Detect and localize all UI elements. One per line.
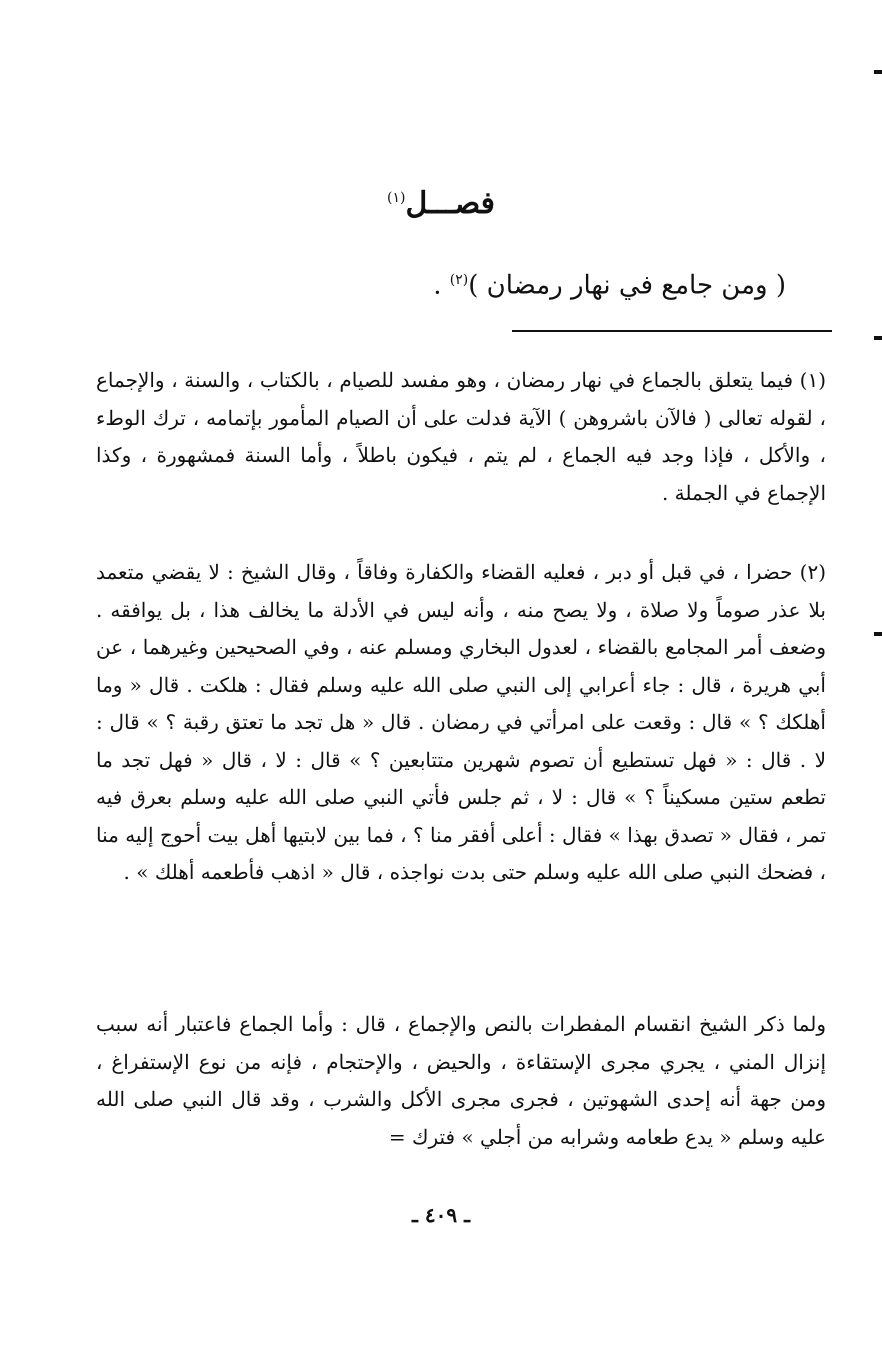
section-heading <box>0 178 882 224</box>
margin-mark <box>874 336 882 340</box>
section-subheading <box>286 260 786 306</box>
margin-mark <box>874 70 882 74</box>
margin-mark <box>874 632 882 636</box>
page-number: ـ ٤٠٩ ـ <box>412 1203 470 1227</box>
subheading-text: ( ومن جامع في نهار رمضان ) <box>468 270 786 301</box>
section-heading-title: فصـــل <box>405 186 495 221</box>
subheading-footnote-ref: (٢) <box>449 272 469 288</box>
subheading-trailing: . <box>433 270 450 301</box>
footnote-1: (١) فيما يتعلق بالجماع في نهار رمضان ، وهو مفسد للصيام ، بالكتاب ، والسنة ، والإجماع ، لقوله تعالى ( فالآن باشروهن ) الآية فدلت على أن الصيام المأمور بإتمامه ، ترك الوطء ، والأكل ، فإذا وجد فيه الجماع ، لم يتم ، فيكون باطلاً ، وأما السنة فمشهورة ، وكذا الإجماع في الجملة . <box>96 368 826 505</box>
footnote-2: (٢) حضرا ، في قبل أو دبر ، فعليه القضاء والكفارة وفاقاً ، وقال الشيخ : لا يقضي متعمد بلا عذر صوماً ولا صلاة ، ولا يصح منه ، وأنه ليس في الأدلة ما يخالف هذا ، بل يوافقه . وضعف أمر المجامع بالقضاء ، لعدول البخاري ومسلم عنه ، وفي الصحيحين وغيرهما ، عن أبي هريرة ، قال : جاء أعرابي إلى النبي صلى الله عليه وسلم فقال : هلكت . قال « وما أهلكك ؟ » قال : وقعت على امرأتي في رمضان . قال « هل تجد ما تعتق رقبة ؟ » قال : لا . قال : « فهل تستطيع أن تصوم شهرين متتابعين ؟ » قال : لا ، قال « فهل تجد ما تطعم ستين مسكيناً ؟ » قال : لا ، ثم جلس فأتي النبي صلى الله عليه وسلم بعرق فيه تمر ، فقال « تصدق بهذا » فقال : أعلى أفقر منا ؟ ، فما بين لابتيها أهل بيت أحوج إليه منا ، فضحك النبي صلى الله عليه وسلم حتى بدت نواجذه ، قال « اذهب فأطعمه أهلك » . <box>96 560 826 884</box>
section-heading-footnote-ref: (١) <box>387 190 406 206</box>
footnote-2-continuation: ولما ذكر الشيخ انقسام المفطرات بالنص والإجماع ، قال : وأما الجماع فاعتبار أنه سبب إنزال المني ، يجري مجرى الإستقاءة ، والحيض ، والإحتجام ، فإنه من نوع الإستفراغ ، ومن جهة أنه إحدى الشهوتين ، فجرى مجرى الأكل والشرب ، وقد قال النبي صلى الله عليه وسلم « يدع طعامه وشرابه من أجلي » فترك = <box>96 1012 826 1149</box>
footnote-divider <box>512 330 832 332</box>
